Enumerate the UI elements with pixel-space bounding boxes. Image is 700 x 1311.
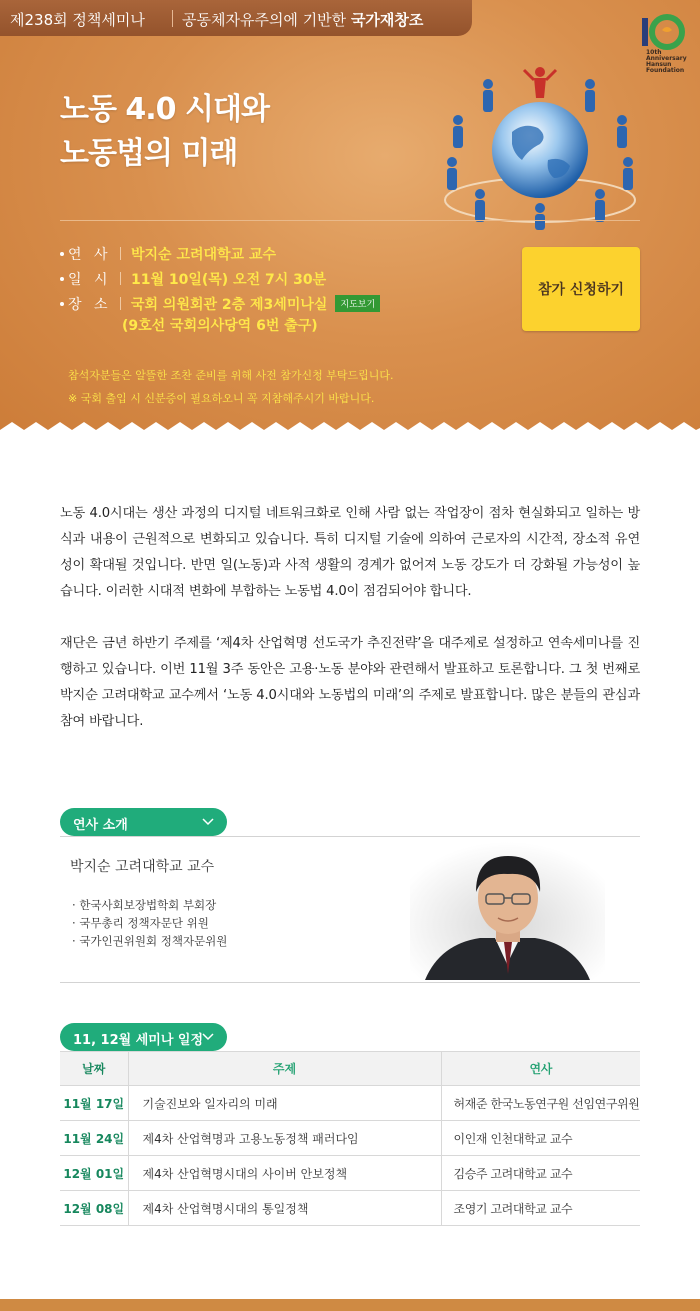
zigzag-edge — [0, 420, 700, 445]
info-datetime: 일 시 11월 10일(목) 오전 7시 30분 — [60, 269, 326, 289]
row-topic: 기술진보와 일자리의 미래 — [128, 1086, 441, 1121]
globe-people-illustration — [430, 60, 650, 230]
row-speaker: 조영기 고려대학교 교수 — [441, 1191, 640, 1226]
row-speaker: 김승주 고려대학교 교수 — [441, 1156, 640, 1191]
row-date: 12월 08일 — [60, 1191, 128, 1226]
info-speaker: 연 사 박지순 고려대학교 교수 — [60, 244, 276, 264]
speaker-photo — [410, 842, 605, 980]
notice-line-2: ※ 국회 출입 시 신분증이 필요하오니 꼭 지참해주시기 바랍니다. — [68, 392, 375, 405]
row-topic: 제4차 산업혁명시대의 사이버 안보정책 — [128, 1156, 441, 1191]
seminar-series — [182, 9, 423, 30]
row-date: 11월 24일 — [60, 1121, 128, 1156]
series-prefix: 공동체자유주의에 기반한 — [182, 11, 351, 29]
intro-paragraph-1: 노동 4.0시대는 생산 과정의 디지털 네트워크화로 인해 사람 없는 작업장이 점차 현실화되고 일하는 방식과 내용이 근원적으로 변화되고 있습니다. 특히 디지털 기술에 의하여 근로자의 시간적, 장소적 유연성이 확대될 것입니다. 반면 일(노동)과 사적 생활의 경계가 없어져 노동 강도가 더 강화될 가능성이 높습니다. 이러한 시대적 변화에 부합하는 노동법 4.0이 점검되어야 합니다. — [60, 506, 640, 599]
series-emphasis: 국가재창조 — [350, 11, 424, 29]
row-speaker: 허재준 한국노동연구원 선임연구위원 — [441, 1086, 640, 1121]
schedule-section-label[interactable]: 11, 12월 세미나 일정 — [60, 1023, 227, 1051]
table-row — [60, 1086, 640, 1121]
footer-bar — [0, 1299, 700, 1311]
speaker-roles — [72, 896, 227, 950]
table-row — [60, 1121, 640, 1156]
row-date: 12월 01일 — [60, 1156, 128, 1191]
table-row — [60, 1191, 640, 1226]
row-topic: 제4차 산업혁명시대의 통일정책 — [128, 1191, 441, 1226]
seminar-title: 노동 4.0 시대와 노동법의 미래 — [60, 92, 269, 171]
seminar-number: 제238회 정책세미나 — [10, 11, 145, 29]
row-speaker: 이인재 인천대학교 교수 — [441, 1121, 640, 1156]
map-view-button[interactable]: 지도보기 — [335, 295, 380, 312]
row-date: 11월 17일 — [60, 1086, 128, 1121]
speaker-role-item: · 국무총리 정책자문단 위원 — [72, 914, 227, 932]
apply-button[interactable]: 참가 신청하기 — [522, 247, 640, 331]
chevron-down-icon — [201, 814, 215, 828]
speaker-role-item: · 국가인권위원회 정책자문위원 — [72, 932, 227, 950]
hero-banner — [0, 0, 700, 445]
schedule-table — [60, 1051, 640, 1226]
speaker-section-label[interactable]: 연사 소개 — [60, 808, 227, 836]
hero-divider — [60, 220, 640, 221]
speaker-name: 박지순 고려대학교 교수 — [70, 859, 215, 875]
speaker-section-line — [60, 836, 640, 837]
intro-paragraph-2: 재단은 금년 하반기 주제를 ‘제4차 산업혁명 선도국가 추진전략’을 대주제로 설정하고 연속세미나를 진행하고 있습니다. 이번 11월 3주 동안은 고용·노동 분야와 관련해서 발표하고 토론합니다. 그 첫 번째로 박지순 고려대학교 교수께서 ‘노동 4.0시대와 노동법의 미래’의 주제로 발표합니다. 많은 분들의 관심과 참여 바랍니다. — [60, 636, 640, 729]
col-header-topic: 주제 — [128, 1052, 441, 1086]
row-topic: 제4차 산업혁명과 고용노동정책 패러다임 — [128, 1121, 441, 1156]
speaker-role-item: · 한국사회보장법학회 부회장 — [72, 896, 227, 914]
table-row — [60, 1156, 640, 1191]
table-header-row — [60, 1052, 640, 1086]
logo-caption: 10th Anniversary Hansun Foundation — [646, 49, 687, 74]
tag-divider — [172, 10, 173, 27]
info-place-sub: (9호선 국회의사당역 6번 출구) — [122, 318, 318, 334]
seminar-tag-bar — [0, 0, 472, 36]
col-header-speaker: 연사 — [441, 1052, 640, 1086]
chevron-down-icon — [201, 1029, 215, 1043]
speaker-section-bottom-line — [60, 982, 640, 983]
info-place: 장 소 국회 의원회관 2층 제3세미나실 지도보기 — [60, 294, 380, 314]
col-header-date: 날짜 — [60, 1052, 128, 1086]
notice-line-1: 참석자분들은 알뜰한 조찬 준비를 위해 사전 참가신청 부탁드립니다. — [68, 369, 394, 382]
